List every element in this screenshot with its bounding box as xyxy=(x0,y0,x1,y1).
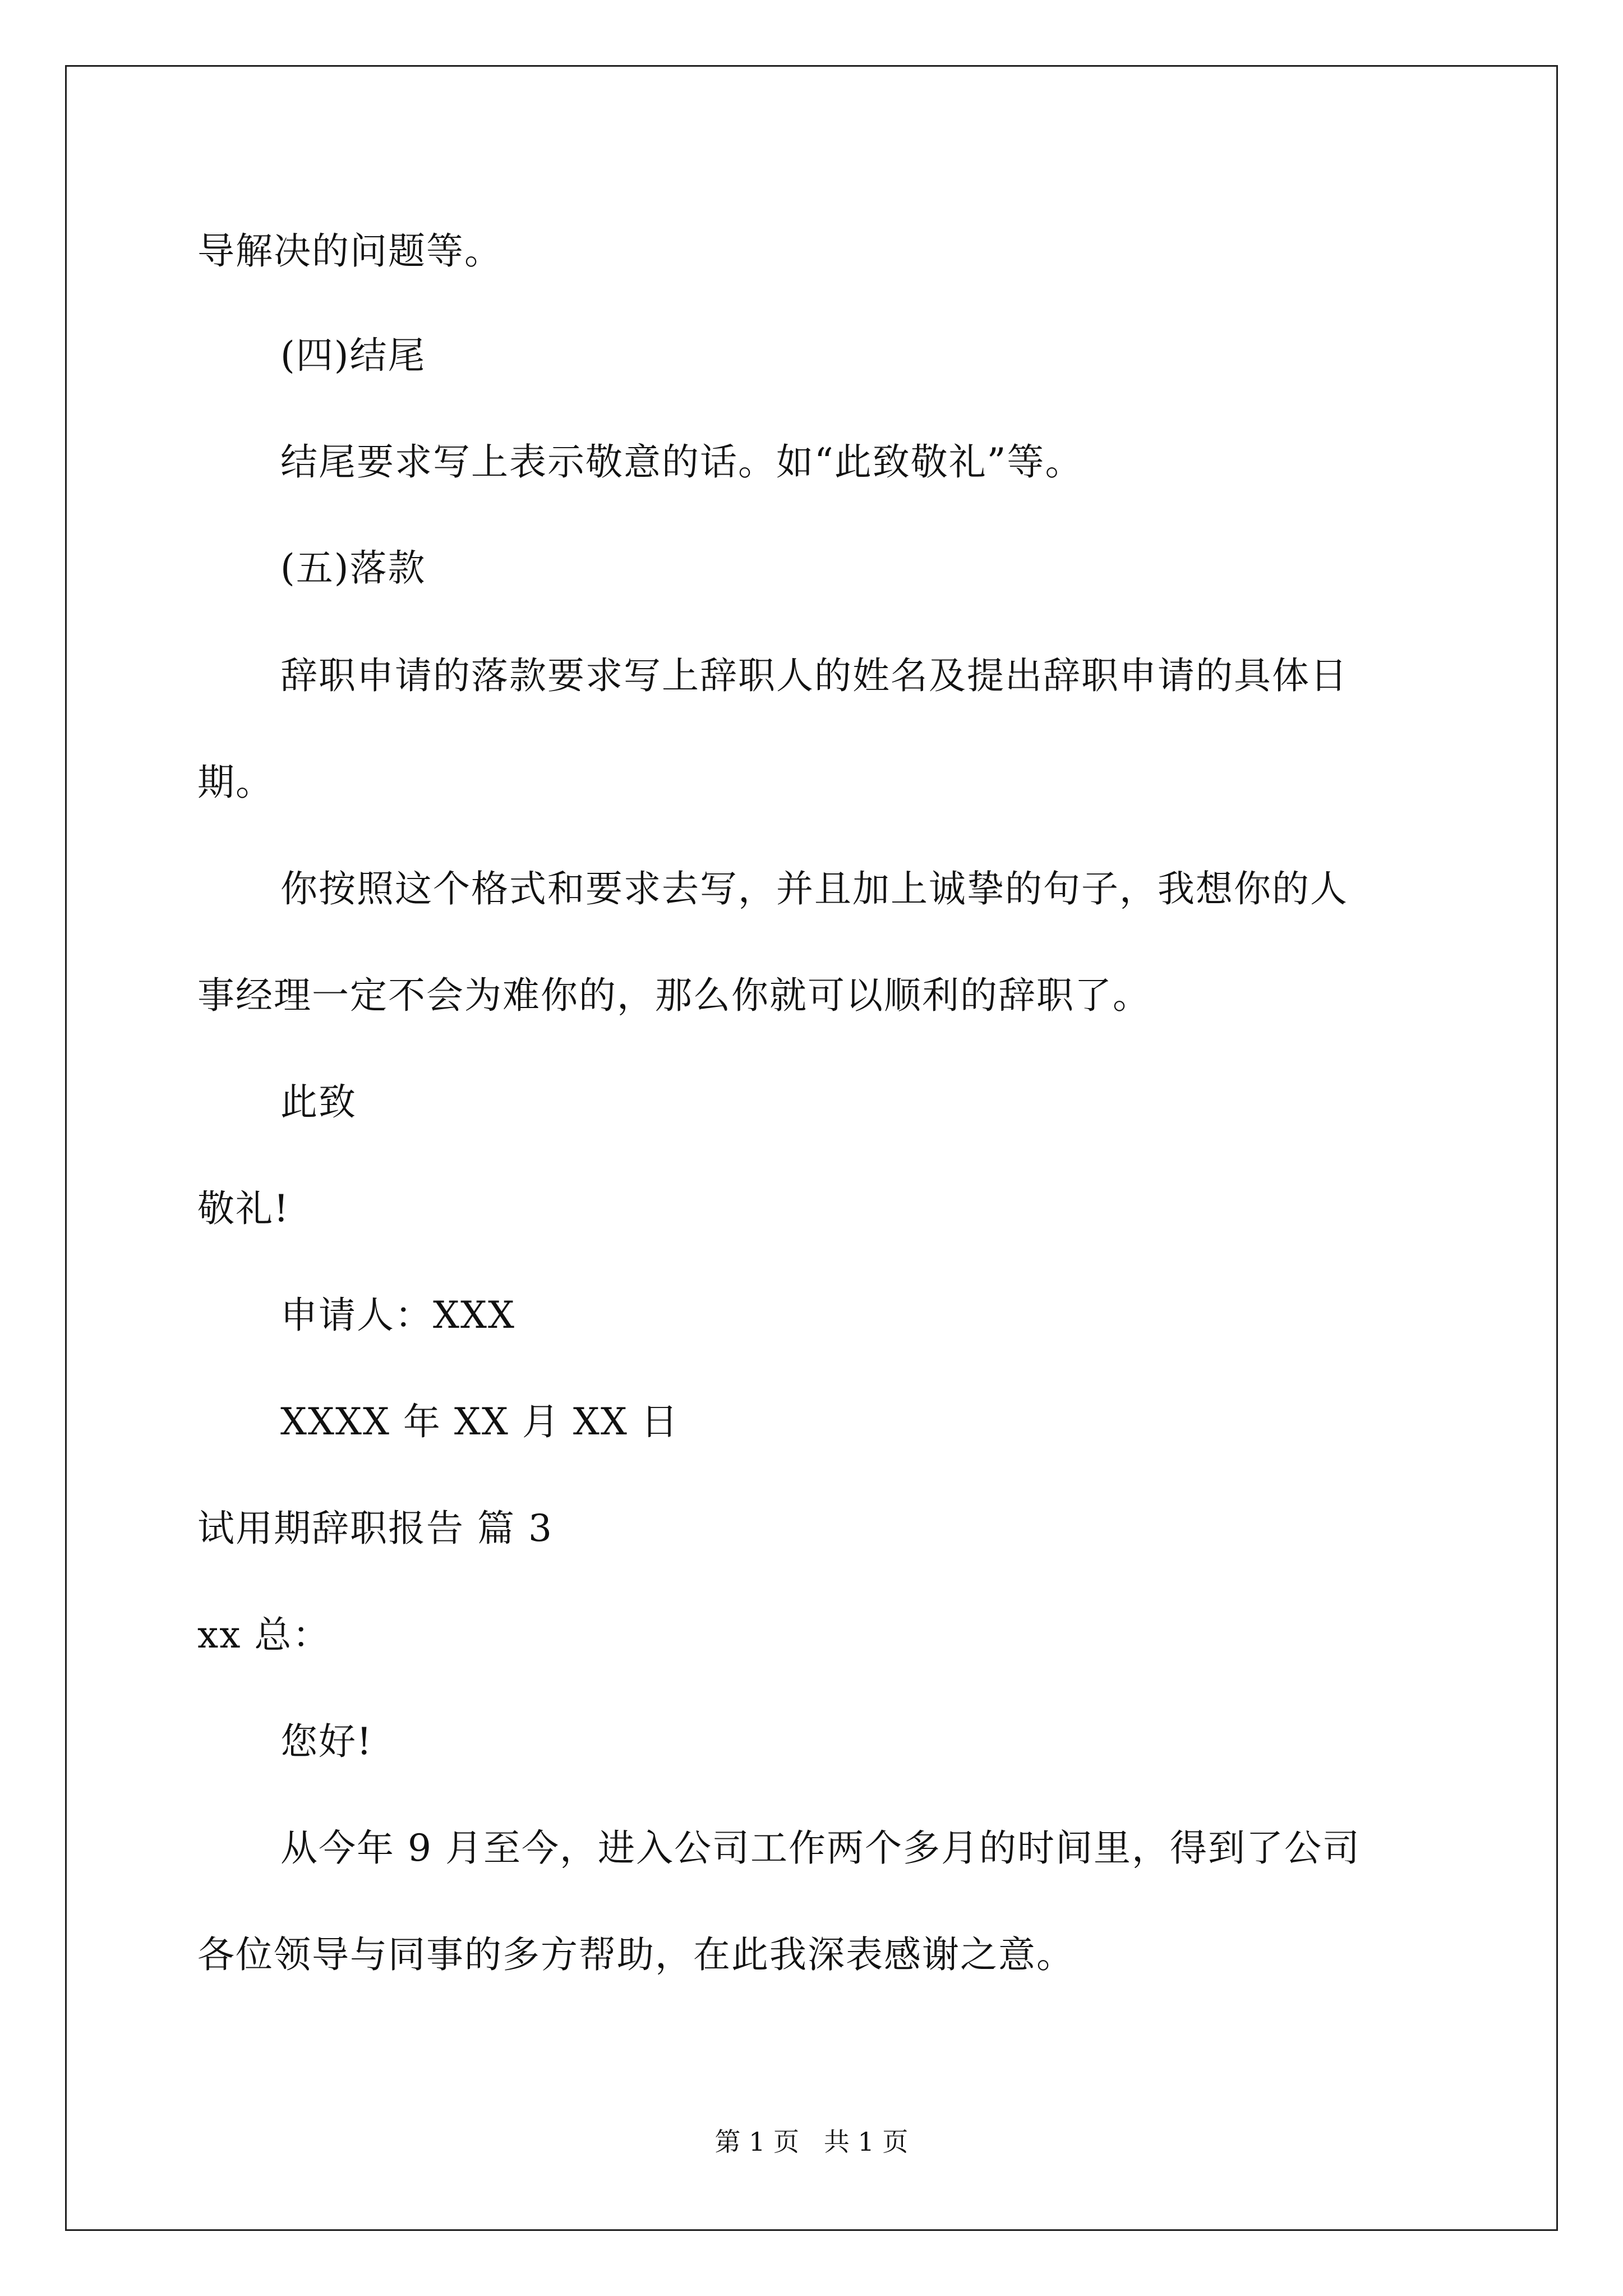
article-title: 试用期辞职报告 篇 3 xyxy=(197,1507,553,1550)
body-paragraph-line1: 从今年 9 月至今，进入公司工作两个多月的时间里，得到了公司 xyxy=(280,1826,1361,1870)
greeting-line: 您好! xyxy=(280,1720,373,1763)
paragraph-advice-line1: 你按照这个格式和要求去写，并且加上诚挚的句子，我想你的人 xyxy=(280,867,1348,910)
paragraph-continuation: 导解决的问题等。 xyxy=(197,229,502,273)
applicant-line: 申请人：XXX xyxy=(280,1294,515,1337)
paragraph-ending-desc: 结尾要求写上表示敬意的话。如“此致敬礼”等。 xyxy=(280,440,1083,484)
page-footer: 第 1 页 共 1 页 xyxy=(714,2127,909,2157)
date-line: XXXX 年 XX 月 XX 日 xyxy=(280,1400,679,1443)
section-heading-ending: (四)结尾 xyxy=(280,334,426,377)
page-border xyxy=(65,65,1558,2231)
addressee-line: xx 总： xyxy=(197,1613,331,1657)
closing-salutation: 此致 xyxy=(280,1080,357,1124)
closing-regards: 敬礼! xyxy=(197,1187,290,1230)
section-heading-signature: (五)落款 xyxy=(280,546,426,590)
paragraph-advice-line2: 事经理一定不会为难你的，那么你就可以顺利的辞职了。 xyxy=(197,974,1151,1017)
body-paragraph-line2: 各位领导与同事的多方帮助，在此我深表感谢之意。 xyxy=(197,1933,1075,1976)
paragraph-signature-line2: 期。 xyxy=(197,761,274,804)
paragraph-signature-line1: 辞职申请的落款要求写上辞职人的姓名及提出辞职申请的具体日 xyxy=(280,654,1348,697)
